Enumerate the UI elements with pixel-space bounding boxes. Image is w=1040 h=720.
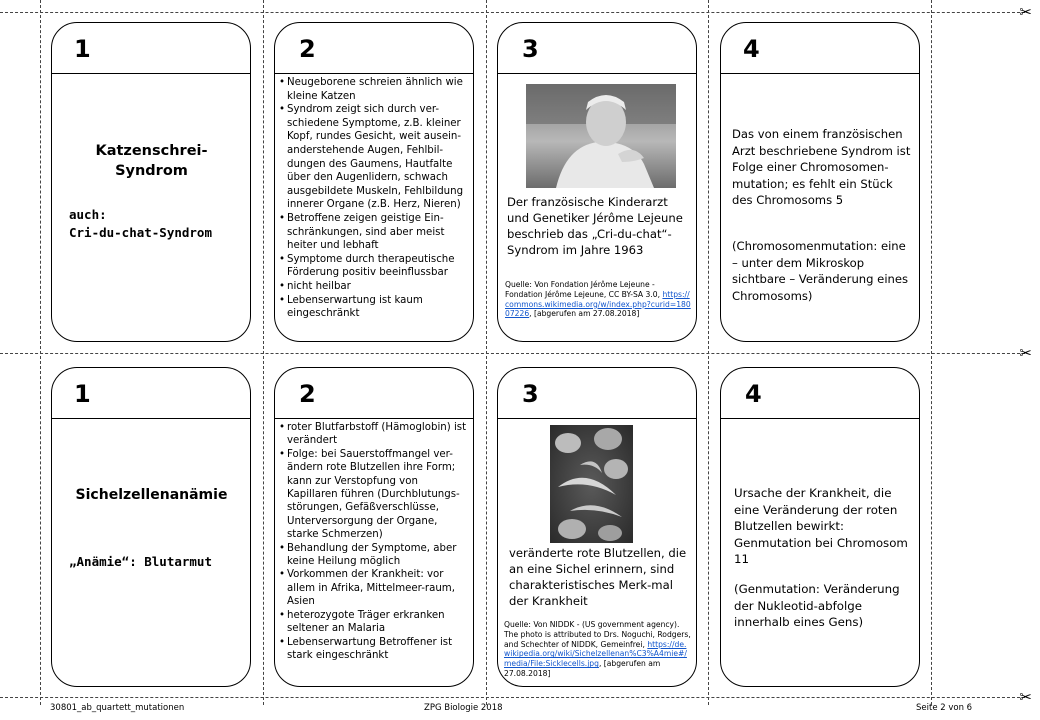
cut-line-horizontal	[0, 353, 1025, 354]
card-number: 1	[74, 35, 91, 63]
card-text: Das von einem französischen Arzt beschriebene Syndrom ist Folge einer Chromosomen-mutation; es fehlt ein Stück des Chromosoms 5	[732, 127, 911, 207]
symptom-list	[278, 419, 471, 662]
card-number: 3	[522, 35, 539, 63]
list-item: • nicht heilbar	[281, 280, 469, 294]
quartet-card-2a	[274, 22, 474, 342]
list-item: • Symptome durch therapeutische Förderung positiv beeinflussbar	[281, 253, 469, 280]
card-number: 2	[299, 35, 316, 63]
card-text: Ursache der Krankheit, die eine Veränderung der roten Blutzellen bewirkt: Genmutation bei Chromosom 11	[734, 486, 908, 566]
list-item: • Lebenserwartung ist kaum eingeschränkt	[281, 294, 469, 321]
cut-line-horizontal	[0, 12, 1025, 13]
footer-center: ZPG Biologie 2018	[424, 703, 503, 713]
card-subtitle: „Anämie“: Blutarmut	[69, 554, 212, 569]
source-note: Quelle: Von Fondation Jérôme Lejeune - Fondation Jérôme Lejeune, CC BY-SA 3.0, https://commons.wikimedia.org/w/index.php?curid=18007226, [abgerufen am 27.08.2018]	[505, 280, 691, 319]
list-item: • Betroffene zeigen geistige Ein-schränkungen, sind aber meist heiter und lebhaft	[281, 212, 469, 253]
card-caption: veränderte rote Blutzellen, die an eine Sichel erinnern, sind charakteristisches Merk-mal der Krankheit	[509, 546, 687, 608]
scissors-icon: ✂	[1019, 344, 1032, 362]
card-number: 4	[743, 35, 760, 63]
card-note: (Chromosomenmutation: eine – unter dem Mikroskop sichtbare – Veränderung eines Chromosoms)	[732, 239, 909, 303]
card-alias: auch: Cri-du-chat-Syndrom	[69, 207, 212, 240]
list-item: • roter Blutfarbstoff (Hämoglobin) ist verändert	[281, 421, 469, 448]
list-item: • Neugeborene schreien ähnlich wie kleine Katzen	[281, 76, 469, 103]
quartet-card-3a	[497, 22, 697, 342]
list-item: • Folge: bei Sauerstoffmangel ver-ändern rote Blutzellen ihre Form; kann zur Verstopfung von Kapillaren führen (Durchblutungs-störungen, Gefäßverschlüsse, Unterversorgung der Organe, starke Schmerzen)	[281, 448, 469, 542]
card-caption: Der französische Kinderarzt und Genetiker Jérôme Lejeune beschrieb das „Cri-du-chat“-Syndrom im Jahre 1963	[507, 195, 683, 257]
scissors-icon: ✂	[1019, 688, 1032, 706]
cut-line-horizontal	[0, 697, 1025, 698]
source-link[interactable]: https://commons.wikimedia.org/w/index.php?curid=18007226	[505, 289, 691, 319]
quartet-card-2b	[274, 367, 474, 687]
card-title: Katzenschrei- Syndrom	[95, 143, 208, 179]
card-number: 3	[522, 380, 539, 408]
list-item: • heterozygote Träger erkranken seltener an Malaria	[281, 609, 469, 636]
list-item: • Vorkommen der Krankheit: vor allem in Afrika, Mittelmeer-raum, Asien	[281, 568, 469, 608]
card-title: Sichelzellenanämie	[75, 487, 228, 503]
card-number: 2	[299, 380, 316, 408]
scissors-icon: ✂	[1019, 3, 1032, 21]
footer-page-number: Seite 2 von 6	[916, 703, 973, 713]
quartet-card-3b	[497, 367, 697, 687]
list-item: • Behandlung der Symptome, aber keine Heilung möglich	[281, 542, 469, 569]
quartet-card-4b	[720, 367, 920, 687]
list-item: • Syndrom zeigt sich durch ver-schiedene Symptome, z.B. kleiner Kopf, rundes Gesicht, weit ausein-anderstehende Augen, Fehlbil-dungen des Gaumens, Hautfalte über den Augenlidern, schwach ausgebildete Muskeln, Fehlbildung innerer Organe (z.B. Herz, Nieren)	[281, 103, 469, 212]
card-note: (Genmutation: Veränderung der Nukleotid-abfolge innerhalb eines Gens)	[734, 582, 900, 629]
footer-filename: 30801_ab_quartett_mutationen	[50, 703, 185, 713]
card-number: 1	[74, 380, 91, 408]
quartet-card-1b	[51, 367, 251, 687]
symptom-list	[278, 74, 471, 321]
card-number: 4	[745, 380, 762, 408]
portrait-photo	[526, 84, 676, 188]
source-link[interactable]: https://de.wikipedia.org/wiki/Sichelzellenan%C3%A4mie#/media/File:Sicklecells.jpg	[504, 639, 687, 669]
source-note: Quelle: Von NIDDK - (US government agency). The photo is attributed to Drs. Noguchi, Rodgers, and Schechter of NIDDK, Gemeinfrei, https://de.wikipedia.org/wiki/Sichelzellenan%C3%A4mie#/media/File:Sicklecells.jpg, [abgerufen am 27.08.2018]	[504, 620, 691, 678]
blood-cell-micrograph	[550, 425, 633, 543]
list-item: • Lebenserwartung Betroffener ist stark eingeschränkt	[281, 636, 469, 663]
quartet-card-1a	[51, 22, 251, 342]
quartet-card-4a	[720, 22, 920, 342]
